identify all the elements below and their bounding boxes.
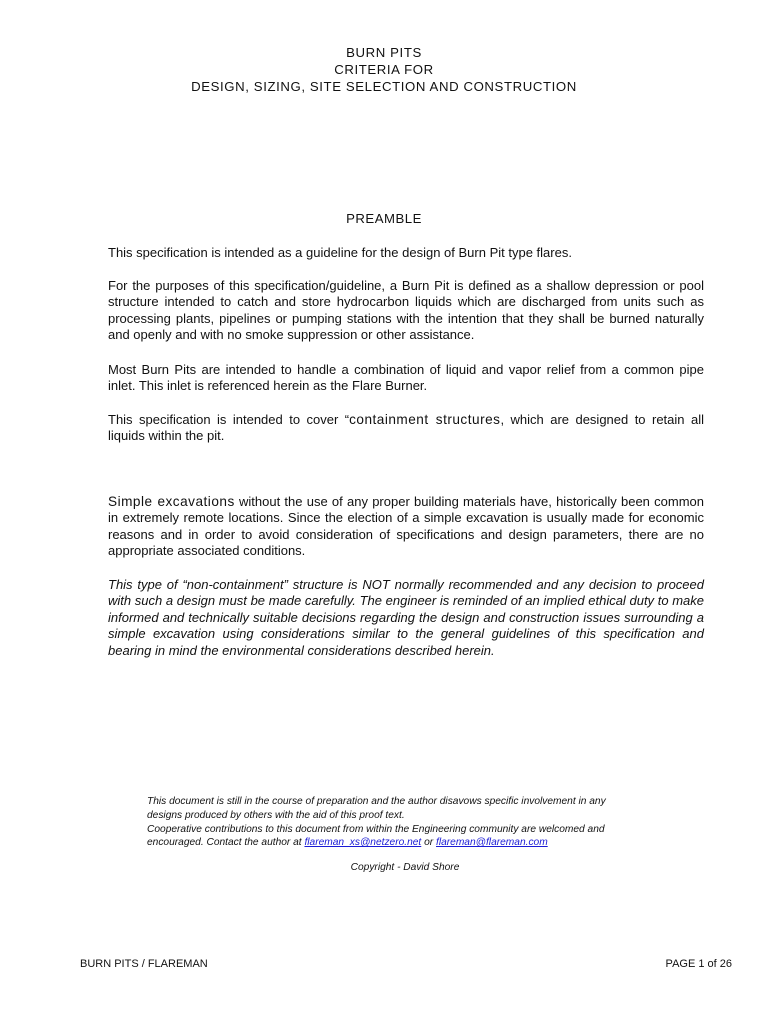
simple-excavations-term: Simple excavations — [108, 494, 235, 509]
paragraph-definition: For the purposes of this specification/guideline, a Burn Pit is defined as a shallow depression or pool structure intended to catch and store hydrocarbon liquids which are discharged from units such as processing plants, pipelines or pumping stations with the intention that they shall be burned naturally and openly and with no smoke suppression or other assistance. — [108, 278, 704, 343]
paragraph-warning: This type of “non-containment” structure is NOT normally recommended and any decision to proceed with such a design must be made carefully. The engineer is reminded of an implied ethical duty to make informed and technically suitable decisions regarding the design and construction issues surrounding a simple excavation using considerations similar to the general guidelines of this specification and bearing in mind the environmental considerations described herein. — [108, 577, 704, 658]
containment-term: containment structures — [349, 412, 501, 427]
copyright-notice: Copyright - David Shore — [350, 862, 460, 873]
note-line-4 — [147, 836, 677, 850]
note-line-2: designs produced by others with the aid of this proof text. — [147, 809, 405, 821]
disclaimer-note — [147, 795, 677, 850]
footer-page-number: PAGE 1 of 26 — [665, 958, 732, 970]
footer-document-name: BURN PITS / FLAREMAN — [80, 958, 208, 970]
paragraph-containment — [108, 412, 704, 445]
document-title — [0, 44, 768, 95]
note-line-1: This document is still in the course of preparation and the author disavows specific involvement in any — [147, 796, 606, 807]
note-line-3: Cooperative contributions to this document from within the Engineering community are welcomed and — [147, 823, 605, 835]
note-or-text: or — [421, 837, 436, 849]
title-line-3: DESIGN, SIZING, SITE SELECTION AND CONSTRUCTION — [191, 79, 577, 94]
title-line-1: BURN PITS — [346, 45, 422, 60]
containment-text-after: , which are designed to retain all liquids within the pit. — [108, 412, 704, 444]
preamble-heading: PREAMBLE — [346, 211, 422, 226]
paragraph-purpose: This specification is intended as a guideline for the design of Burn Pit type flares. — [108, 245, 572, 260]
email-link-flareman[interactable]: flareman@flareman.com — [436, 837, 548, 849]
note-contact-text: encouraged. Contact the author at — [147, 837, 305, 849]
paragraph-simple-excavations — [108, 494, 704, 560]
title-line-2: CRITERIA FOR — [334, 62, 434, 77]
containment-text-before: This specification is intended to cover “ — [108, 412, 350, 427]
email-link-netzero[interactable]: flareman_xs@netzero.net — [304, 837, 422, 849]
simple-excavations-text: without the use of any proper building materials have, historically been common in extremely remote locations. Since the election of a simple excavation is usually made for economic reasons and in order to avoid consideration of specifications and design parameters, there are no appropriate associated conditions. — [108, 494, 704, 559]
paragraph-flare-burner: Most Burn Pits are intended to handle a combination of liquid and vapor relief from a common pipe inlet. This inlet is referenced herein as the Flare Burner. — [108, 362, 704, 394]
